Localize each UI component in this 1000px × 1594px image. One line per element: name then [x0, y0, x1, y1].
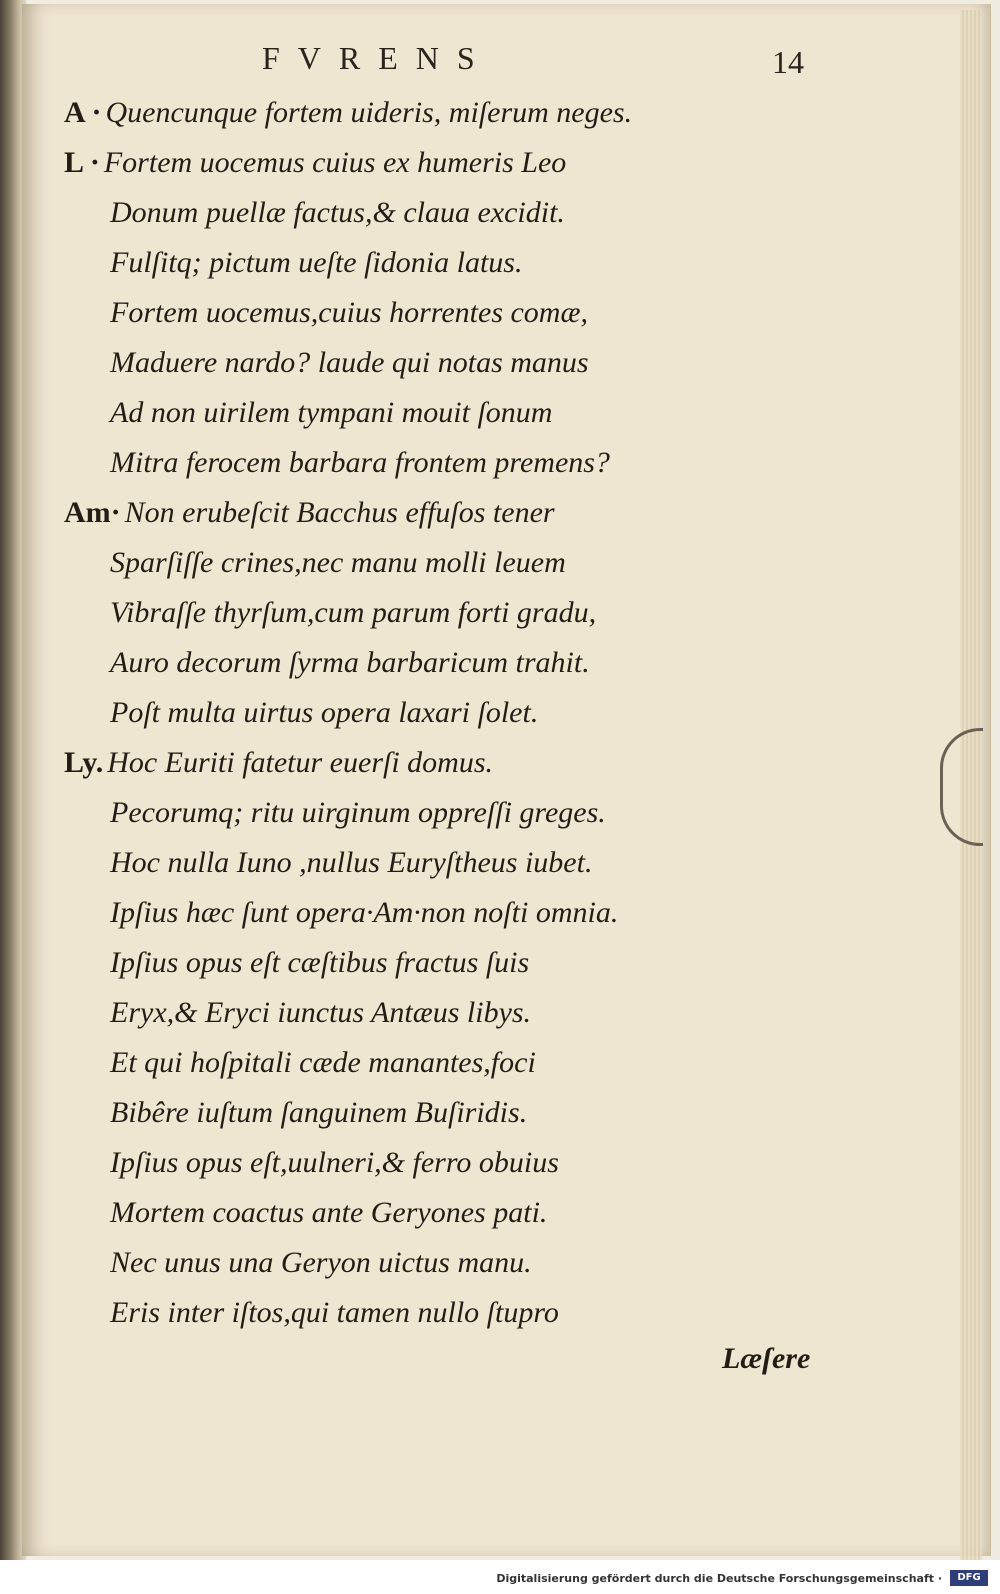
- verse-text: Et qui hoſpitali cæde manantes,foci: [110, 1046, 536, 1079]
- speaker-label: A ·: [64, 96, 102, 129]
- verse-line: [110, 1096, 527, 1130]
- verse-line: [110, 196, 565, 230]
- verse-line: [110, 1196, 547, 1230]
- verse-line: [110, 596, 596, 630]
- verse-text: Ad non uirilem tympani mouit ſonum: [110, 396, 553, 429]
- verse-text: Ipſius opus eſt cæſtibus fractus ſuis: [110, 946, 530, 979]
- verse-text: Pecorumq; ritu uirginum oppreſſi greges.: [110, 796, 606, 829]
- verse-text: Mortem coactus ante Geryones pati.: [110, 1196, 548, 1229]
- verse-line: [110, 346, 589, 380]
- verse-text: Nec unus una Geryon uictus manu.: [110, 1246, 532, 1279]
- verse-text: Donum puellæ factus,& claua excidit.: [110, 196, 565, 229]
- verse-line: [64, 96, 632, 130]
- verse-text: Fortem uocemus cuius ex humeris Leo: [103, 146, 567, 179]
- dfg-logo: DFG: [950, 1570, 988, 1586]
- verse-line: [64, 146, 566, 180]
- verse-text: Bibêre iuſtum ſanguinem Buſiridis.: [110, 1096, 528, 1129]
- verse-text: Auro decorum ſyrma barbaricum trahit.: [110, 646, 590, 679]
- verse-line: [110, 396, 552, 430]
- verse-text: Fortem uocemus,cuius horrentes comæ,: [110, 296, 588, 329]
- verse-text: Quencunque fortem uideris, miſerum neges.: [105, 96, 633, 129]
- verse-text: Ipſius hæc ſunt opera·Am·non noſti omnia.: [110, 896, 619, 929]
- verse-line: [110, 846, 592, 880]
- verse-text: Eryx,& Eryci iunctus Antæus libys.: [110, 996, 532, 1029]
- verse-text: Ipſius opus eſt,uulneri,& ferro obuius: [110, 1146, 559, 1179]
- funding-credit: Digitalisierung gefördert durch die Deutsche Forschungsgemeinschaft ·: [496, 1572, 942, 1585]
- verse-line: [110, 1246, 532, 1280]
- verse-line: [110, 1146, 559, 1180]
- verse-line: [64, 496, 555, 530]
- verse-text: Hoc nulla Iuno ,nullus Euryſtheus iubet.: [110, 846, 593, 879]
- catchword: Læſere: [722, 1342, 811, 1375]
- verse-text: Hoc Euriti fatetur euerſi domus.: [107, 746, 493, 779]
- verse-line: [110, 896, 618, 930]
- verse-text: Non erubeſcit Bacchus effuſos tener: [124, 496, 555, 529]
- speaker-label: L ·: [64, 146, 100, 179]
- speaker-label: Ly.: [64, 746, 104, 779]
- verse-text: Vibraſſe thyrſum,cum parum forti gradu,: [110, 596, 597, 629]
- digitization-footer: [0, 1560, 1000, 1594]
- verse-line: [110, 996, 531, 1030]
- page-number: 14: [772, 44, 804, 80]
- verse-line: [110, 446, 610, 480]
- speaker-label: Am·: [64, 496, 121, 529]
- verse-text: Sparſiſſe crines,nec manu molli leuem: [110, 546, 566, 579]
- page-clip-mark: [940, 728, 983, 846]
- verse-line: [110, 946, 529, 980]
- verse-line: [110, 1296, 559, 1330]
- verse-text: Mitra ferocem barbara frontem premens?: [110, 446, 610, 479]
- verse-line: [110, 546, 566, 580]
- verse-text: Eris inter iſtos,qui tamen nullo ſtupro: [110, 1296, 559, 1329]
- verse-text: Fulſitq; pictum ueſte ſidonia latus.: [110, 246, 523, 279]
- verse-line: [110, 1046, 536, 1080]
- verse-line: [110, 296, 588, 330]
- verse-text: Madu​ere nardo? laude qui notas manus: [110, 346, 589, 379]
- running-title: FVRENS: [262, 40, 493, 76]
- verse-text: Poſt multa uirtus opera laxari ſolet.: [110, 696, 539, 729]
- verse-line: [64, 746, 493, 780]
- verse-line: [110, 646, 590, 680]
- verse-line: [110, 696, 538, 730]
- verse-line: [110, 796, 606, 830]
- verse-line: [110, 246, 522, 280]
